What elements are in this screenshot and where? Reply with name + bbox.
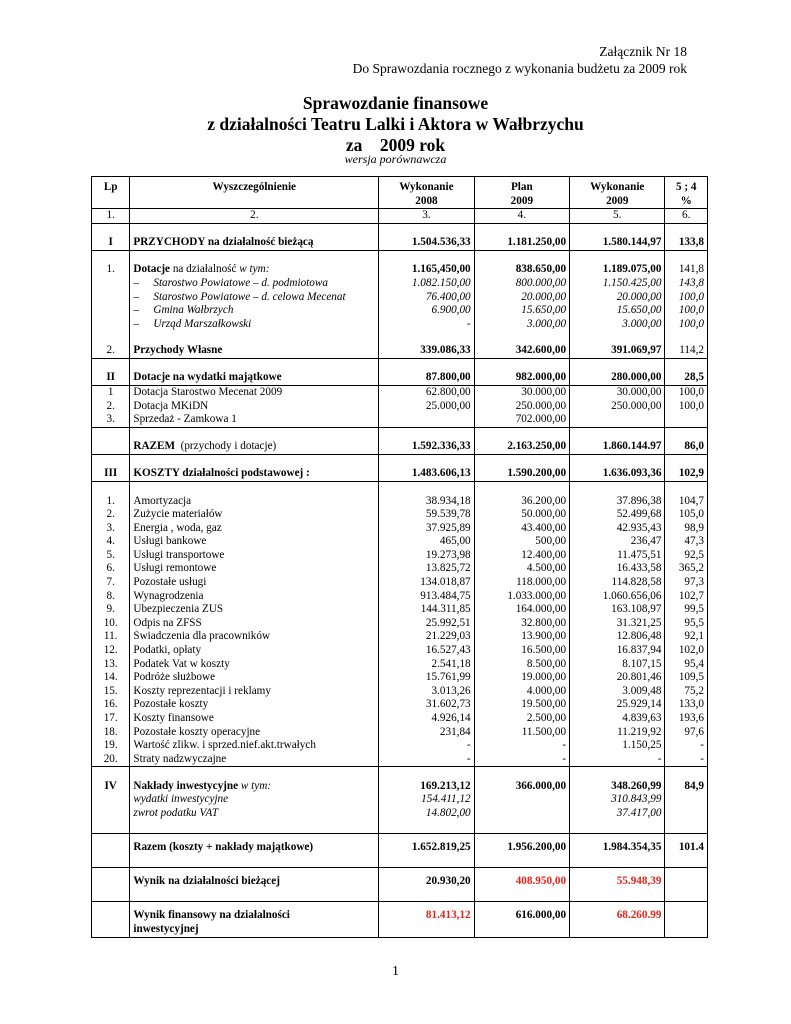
desc-cell: Zużycie materiałów (130, 508, 379, 522)
index-cell: 3. (379, 209, 474, 224)
w2009-cell: 12.806,48 (570, 630, 665, 644)
lp-cell (92, 304, 130, 318)
w2009-cell: 20.000,00 (570, 291, 665, 305)
desc-cell: – Gmina Wałbrzych (130, 304, 379, 318)
report-subtitle: wersja porównawcza (344, 152, 447, 166)
w2008-cell: 134.018,87 (379, 576, 474, 590)
plan-cell: 500,00 (474, 535, 569, 549)
w2008-cell: 1.652.819,25 (379, 834, 474, 855)
plan-cell: 20.000,00 (474, 291, 569, 305)
plan-cell: 1.033.000,00 (474, 590, 569, 604)
w2009-cell: 15.650,00 (570, 304, 665, 318)
w2009-cell-negative: 68.260.99 (570, 902, 665, 937)
pct-cell: 92,1 (665, 630, 708, 644)
lp-cell: 18. (92, 726, 130, 740)
lp-cell: III (92, 467, 130, 481)
w2008-cell: 62.800,00 (379, 386, 474, 400)
w2008-cell: 21.229,03 (379, 630, 474, 644)
w2008-cell: - (379, 739, 474, 753)
lp-cell: 2. (92, 508, 130, 522)
desc-cell: Pozostałe koszty operacyjne (130, 726, 379, 740)
pct-cell: 47,3 (665, 535, 708, 549)
desc-cell: Wartość zlikw. i sprzed.nief.akt.trwałych (130, 739, 379, 753)
w2009-cell: 114.828,58 (570, 576, 665, 590)
cost-row (92, 698, 708, 712)
section-ii-row (92, 371, 708, 385)
pct-cell: 101.4 (665, 834, 708, 855)
plan-cell: 4.000,00 (474, 685, 569, 699)
pct-cell: 84,9 (665, 780, 708, 794)
w2008-cell: 16.527,43 (379, 644, 474, 658)
lp-cell: 1. (92, 263, 130, 277)
pct-cell: 109,5 (665, 671, 708, 685)
w2008-cell: 37.925,89 (379, 522, 474, 536)
pct-cell (665, 807, 708, 821)
w2009-cell: 4.839,63 (570, 712, 665, 726)
pct-cell: 100,0 (665, 291, 708, 305)
plan-cell: 800.000,00 (474, 277, 569, 291)
pct-cell: 75,2 (665, 685, 708, 699)
cost-row (92, 495, 708, 509)
lp-cell (92, 807, 130, 821)
table-row (92, 400, 708, 414)
desc-cell: Wynik na działalności bieżącej (130, 868, 379, 889)
desc-cell: Koszty finansowe (130, 712, 379, 726)
w2009-cell: 30.000,00 (570, 386, 665, 400)
lp-cell: 1 (92, 386, 130, 400)
w2008-cell: 13.825,72 (379, 562, 474, 576)
pct-cell: 104,7 (665, 495, 708, 509)
plan-cell: 36.200,00 (474, 495, 569, 509)
pct-cell: 100,0 (665, 304, 708, 318)
w2008-cell-negative: 81.413,12 (379, 902, 474, 937)
w2008-cell (379, 413, 474, 427)
plan-cell: 2.500,00 (474, 712, 569, 726)
w2008-cell: 25.000,00 (379, 400, 474, 414)
w2009-cell: 1.636.093,36 (570, 467, 665, 481)
desc-cell: Pozostałe usługi (130, 576, 379, 590)
plan-cell (474, 807, 569, 821)
w2009-cell: 16.837,94 (570, 644, 665, 658)
lp-cell: 3. (92, 413, 130, 427)
wynik-biezacy-row (92, 868, 708, 889)
pct-cell: 114,2 (665, 344, 708, 358)
desc-cell: Razem (koszty + nakłady majątkowe) (130, 834, 379, 855)
desc-cell: Przychody Własne (130, 344, 379, 358)
w2008-cell: 19.273,98 (379, 549, 474, 563)
pct-cell: 28,5 (665, 371, 708, 385)
w2008-cell: 31.602,73 (379, 698, 474, 712)
w2009-cell: 16.433,58 (570, 562, 665, 576)
lp-cell: 2. (92, 344, 130, 358)
w2008-cell: 76.400,00 (379, 291, 474, 305)
pct-cell: 92,5 (665, 549, 708, 563)
cost-row (92, 712, 708, 726)
w2008-cell: 14.802,00 (379, 807, 474, 821)
w2009-cell: 37.417,00 (570, 807, 665, 821)
index-cell: 1. (92, 209, 130, 224)
desc-cell: Energia , woda, gaz (130, 522, 379, 536)
plan-cell: 16.500,00 (474, 644, 569, 658)
w2009-cell: - (570, 753, 665, 767)
pct-cell: 97,3 (665, 576, 708, 590)
plan-cell: 11.500,00 (474, 726, 569, 740)
pct-cell: 141,8 (665, 263, 708, 277)
pct-cell (665, 868, 708, 889)
w2008-cell: 4.926,14 (379, 712, 474, 726)
dotacje-subitem-row (92, 304, 708, 318)
w2008-cell: 144.311,85 (379, 603, 474, 617)
pct-cell: 143,8 (665, 277, 708, 291)
desc-cell: Dotacja MKiDN (130, 400, 379, 414)
lp-cell: 17. (92, 712, 130, 726)
lp-cell: 15. (92, 685, 130, 699)
w2008-cell: 87.800,00 (379, 371, 474, 385)
desc-cell: Amortyzacja (130, 495, 379, 509)
plan-cell: 1.956.200,00 (474, 834, 569, 855)
w2009-cell: 11.475,51 (570, 549, 665, 563)
w2009-cell: 11.219,92 (570, 726, 665, 740)
w2009-cell: 1.580.144,97 (570, 236, 665, 250)
w2009-cell: 3.009,48 (570, 685, 665, 699)
razem-koszty-row (92, 834, 708, 855)
dotacje-subitem-row (92, 277, 708, 291)
cost-row (92, 549, 708, 563)
cost-row (92, 753, 708, 767)
pct-cell: 365,2 (665, 562, 708, 576)
plan-cell: 19.500,00 (474, 698, 569, 712)
plan-cell: 1.181.250,00 (474, 236, 569, 250)
plan-cell: 616.000,00 (474, 902, 569, 937)
w2009-cell: 25.929,14 (570, 698, 665, 712)
col-header-plan: Plan 2009 (474, 177, 569, 209)
w2009-cell-negative: 55.948,39 (570, 868, 665, 889)
w2009-cell: 310.843,99 (570, 793, 665, 807)
report-title-line1: Sprawozdanie finansowe (302, 93, 489, 113)
index-cell: 6. (665, 209, 708, 224)
w2008-cell: 465,00 (379, 535, 474, 549)
desc-cell: Pozostałe koszty (130, 698, 379, 712)
lp-cell: 12. (92, 644, 130, 658)
pct-cell: 97,6 (665, 726, 708, 740)
w2008-cell: 154.411,12 (379, 793, 474, 807)
plan-cell: 8.500,00 (474, 658, 569, 672)
cost-row (92, 590, 708, 604)
lp-cell: 19. (92, 739, 130, 753)
desc-cell: Dotacje na działalność w tym: (130, 263, 379, 277)
plan-cell: 982.000,00 (474, 371, 569, 385)
desc-cell: Ubezpieczenia ZUS (130, 603, 379, 617)
desc-cell: Podatki, opłaty (130, 644, 379, 658)
pct-cell: 100,0 (665, 318, 708, 332)
lp-cell: II (92, 371, 130, 385)
col-header-desc: Wyszczególnienie (130, 177, 379, 209)
cost-row (92, 658, 708, 672)
w2009-cell: 20.801,46 (570, 671, 665, 685)
desc-cell: Sprzedaż - Zamkowa 1 (130, 413, 379, 427)
w2009-cell: 31.321,25 (570, 617, 665, 631)
cost-row (92, 535, 708, 549)
lp-cell: 11. (92, 630, 130, 644)
w2008-cell: 15.761,99 (379, 671, 474, 685)
lp-cell: 1. (92, 495, 130, 509)
plan-cell: 12.400,00 (474, 549, 569, 563)
pct-cell (665, 413, 708, 427)
dotacje-row (92, 263, 708, 277)
plan-cell: 13.900,00 (474, 630, 569, 644)
index-cell: 5. (570, 209, 665, 224)
plan-cell: 43.400,00 (474, 522, 569, 536)
table-row (92, 413, 708, 427)
desc-cell: Usługi remontowe (130, 562, 379, 576)
plan-cell: 838.650,00 (474, 263, 569, 277)
col-header-w2008: Wykonanie 2008 (379, 177, 474, 209)
column-index-row (92, 209, 708, 224)
w2009-cell: 280.000,00 (570, 371, 665, 385)
w2008-cell: 59.539,78 (379, 508, 474, 522)
w2008-cell: 1.592.336,33 (379, 440, 474, 454)
table-header-row (92, 177, 708, 209)
w2009-cell: 250.000,00 (570, 400, 665, 414)
pct-cell: - (665, 753, 708, 767)
w2008-cell: 1.165,450,00 (379, 263, 474, 277)
lp-cell: 14. (92, 671, 130, 685)
w2009-cell: 1.060.656,06 (570, 590, 665, 604)
lp-cell: IV (92, 780, 130, 794)
plan-cell: 366.000,00 (474, 780, 569, 794)
desc-cell: Usługi transportowe (130, 549, 379, 563)
lp-cell: 8. (92, 590, 130, 604)
desc-cell: Świadczenia dla pracowników (130, 630, 379, 644)
w2008-cell: 38.934,18 (379, 495, 474, 509)
section-iv-row (92, 780, 708, 794)
w2008-cell: 2.541,18 (379, 658, 474, 672)
plan-cell: 164.000,00 (474, 603, 569, 617)
plan-cell: 30.000,00 (474, 386, 569, 400)
plan-cell: - (474, 753, 569, 767)
w2008-cell: 3.013,26 (379, 685, 474, 699)
report-reference: Do Sprawozdania rocznego z wykonania budżetu za 2009 rok (352, 61, 687, 76)
wynik-inwest-row (92, 902, 708, 937)
section-iii-row (92, 467, 708, 481)
pct-cell: 99,5 (665, 603, 708, 617)
col-header-lp: Lp (92, 177, 130, 209)
desc-cell: Podróże służbowe (130, 671, 379, 685)
w2008-cell: 1.483.606,13 (379, 467, 474, 481)
cost-row (92, 508, 708, 522)
desc-cell: Nakłady inwestycyjne w tym: (130, 780, 379, 794)
desc-cell: Koszty reprezentacji i reklamy (130, 685, 379, 699)
lp-cell: 3. (92, 522, 130, 536)
w2008-cell: 169.213,12 (379, 780, 474, 794)
pct-cell: 100,0 (665, 400, 708, 414)
w2009-cell: 163.108,97 (570, 603, 665, 617)
pct-cell: 193,6 (665, 712, 708, 726)
pct-cell: 86,0 (665, 440, 708, 454)
investment-subitem-row (92, 807, 708, 821)
col-header-pct: 5 ; 4 % (665, 177, 708, 209)
lp-cell: I (92, 236, 130, 250)
cost-row (92, 576, 708, 590)
desc-cell: RAZEM (przychody i dotacje) (130, 440, 379, 454)
w2009-cell: 236,47 (570, 535, 665, 549)
financial-table (91, 176, 708, 938)
plan-cell: 342.600,00 (474, 344, 569, 358)
w2008-cell: 913.484,75 (379, 590, 474, 604)
pct-cell: 98,9 (665, 522, 708, 536)
desc-cell: Dotacje na wydatki majątkowe (130, 371, 379, 385)
index-cell: 4. (474, 209, 569, 224)
lp-cell: 9. (92, 603, 130, 617)
cost-row (92, 644, 708, 658)
w2009-cell: 348.260,99 (570, 780, 665, 794)
pct-cell: 133,8 (665, 236, 708, 250)
plan-cell: 4.500,00 (474, 562, 569, 576)
cost-row (92, 630, 708, 644)
w2008-cell: 1.082.150,00 (379, 277, 474, 291)
plan-cell: 3.000,00 (474, 318, 569, 332)
plan-cell: 2.163.250,00 (474, 440, 569, 454)
w2008-cell: 6.900,00 (379, 304, 474, 318)
cost-row (92, 685, 708, 699)
plan-cell: 15.650,00 (474, 304, 569, 318)
desc-cell: Wynik finansowy na działalności inwestycyjnej (130, 902, 379, 937)
cost-row (92, 671, 708, 685)
pct-cell: 133,0 (665, 698, 708, 712)
pct-cell: 100,0 (665, 386, 708, 400)
desc-cell: PRZYCHODY na działalność bieżącą (130, 236, 379, 250)
w2008-cell: 20.930,20 (379, 868, 474, 889)
w2008-cell: 25.992,51 (379, 617, 474, 631)
lp-cell: 6. (92, 562, 130, 576)
lp-cell (92, 318, 130, 332)
page-number: 1 (392, 964, 399, 979)
lp-cell: 4. (92, 535, 130, 549)
plan-cell: - (474, 739, 569, 753)
desc-cell: Usługi bankowe (130, 535, 379, 549)
desc-cell: Odpis na ZFŚS (130, 617, 379, 631)
plan-cell: 118.000,00 (474, 576, 569, 590)
w2009-cell: 1.984.354,35 (570, 834, 665, 855)
razem-przychody-row (92, 440, 708, 454)
w2009-cell: 3.000,00 (570, 318, 665, 332)
pct-cell: 95,4 (665, 658, 708, 672)
w2009-cell: 1.860.144.97 (570, 440, 665, 454)
lp-cell: 13. (92, 658, 130, 672)
w2008-cell: 1.504.536,33 (379, 236, 474, 250)
pct-cell (665, 793, 708, 807)
w2009-cell: 8.107,15 (570, 658, 665, 672)
lp-cell: 20. (92, 753, 130, 767)
desc-cell: Dotacja Starostwo Mecenat 2009 (130, 386, 379, 400)
cost-row (92, 726, 708, 740)
cost-row (92, 522, 708, 536)
desc-cell: KOSZTY działalności podstawowej : (130, 467, 379, 481)
w2009-cell (570, 413, 665, 427)
pct-cell: 105,0 (665, 508, 708, 522)
lp-cell (92, 793, 130, 807)
dotacje-subitem-row (92, 291, 708, 305)
lp-cell: 2. (92, 400, 130, 414)
lp-cell: 7. (92, 576, 130, 590)
w2009-cell: 1.150.425,00 (570, 277, 665, 291)
section-i-row (92, 236, 708, 250)
w2009-cell: 1.150,25 (570, 739, 665, 753)
report-title-line3: za 2009 rok (345, 135, 446, 155)
pct-cell: 102,7 (665, 590, 708, 604)
annex-label: Załącznik Nr 18 (599, 44, 687, 59)
index-cell: 2. (130, 209, 379, 224)
w2009-cell: 1.189.075,00 (570, 263, 665, 277)
w2009-cell: 391.069,97 (570, 344, 665, 358)
plan-cell: 250.000,00 (474, 400, 569, 414)
report-title-line2: z działalności Teatru Lalki i Aktora w Wałbrzychu (207, 114, 584, 134)
lp-cell (92, 291, 130, 305)
pct-cell: 95,5 (665, 617, 708, 631)
desc-cell: wydatki inwestycyjne (130, 793, 379, 807)
investment-subitem-row (92, 793, 708, 807)
w2009-cell: 37.896,38 (570, 495, 665, 509)
w2008-cell: 339.086,33 (379, 344, 474, 358)
desc-cell: – Urząd Marszałkowski (130, 318, 379, 332)
cost-row (92, 562, 708, 576)
plan-cell: 32.800,00 (474, 617, 569, 631)
pct-cell: - (665, 739, 708, 753)
lp-cell: 10. (92, 617, 130, 631)
plan-cell: 50.000,00 (474, 508, 569, 522)
cost-row (92, 617, 708, 631)
w2008-cell: - (379, 318, 474, 332)
w2008-cell: 231,84 (379, 726, 474, 740)
desc-cell: – Starostwo Powiatowe – d. celowa Mecenat (130, 291, 379, 305)
table-row (92, 386, 708, 400)
lp-cell (92, 277, 130, 291)
plan-cell: 702.000,00 (474, 413, 569, 427)
plan-cell: 19.000,00 (474, 671, 569, 685)
w2009-cell: 42.935,43 (570, 522, 665, 536)
w2009-cell: 52.499,68 (570, 508, 665, 522)
col-header-w2009: Wykonanie 2009 (570, 177, 665, 209)
desc-cell: Wynagrodzenia (130, 590, 379, 604)
lp-cell: 5. (92, 549, 130, 563)
plan-cell: 1.590.200,00 (474, 467, 569, 481)
lp-cell: 16. (92, 698, 130, 712)
pct-cell (665, 902, 708, 937)
desc-cell: zwrot podatku VAT (130, 807, 379, 821)
desc-cell: – Starostwo Powiatowe – d. podmiotowa (130, 277, 379, 291)
pct-cell: 102,9 (665, 467, 708, 481)
plan-cell-negative: 408.950,00 (474, 868, 569, 889)
plan-cell (474, 793, 569, 807)
dotacje-subitem-row (92, 318, 708, 332)
cost-row (92, 739, 708, 753)
desc-cell: Podatek Vat w koszty (130, 658, 379, 672)
cost-row (92, 603, 708, 617)
pct-cell: 102,0 (665, 644, 708, 658)
przychody-wlasne-row (92, 344, 708, 358)
desc-cell: Straty nadzwyczajne (130, 753, 379, 767)
w2008-cell: - (379, 753, 474, 767)
